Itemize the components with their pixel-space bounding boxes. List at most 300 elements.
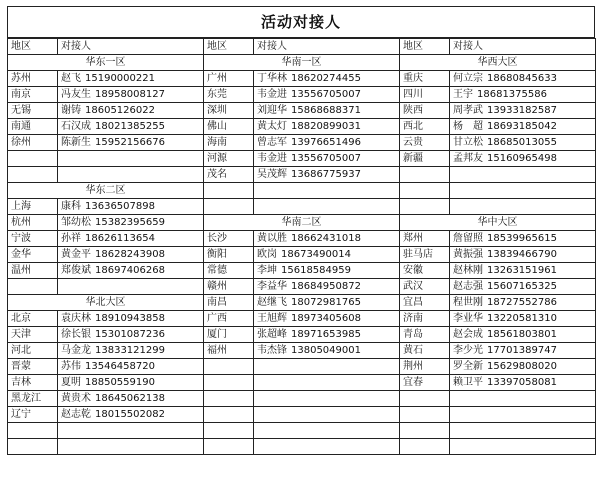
contact-phone: 18605126022	[85, 105, 155, 116]
contact-name: 李少光	[453, 345, 483, 356]
region-title: 华北大区	[8, 295, 204, 311]
area-cell: 安徽	[400, 263, 450, 279]
table-row	[8, 103, 204, 119]
contact-cell	[58, 359, 204, 375]
contact-phone: 18693185042	[487, 121, 557, 132]
contact-cell	[58, 71, 204, 87]
contact-phone: 18673490014	[281, 249, 351, 260]
table-row	[400, 103, 596, 119]
contact-phone: 18958008127	[95, 89, 165, 100]
area-cell: 苏州	[8, 71, 58, 87]
contact-cell	[58, 87, 204, 103]
table-row	[8, 391, 204, 407]
area-cell: 衡阳	[204, 247, 254, 263]
region-title: 华东一区	[8, 55, 204, 71]
area-cell: 无锡	[8, 103, 58, 119]
area-cell: 四川	[400, 87, 450, 103]
contact-table-left	[7, 38, 204, 455]
region-row	[204, 215, 400, 231]
contact-phone: 18850559190	[85, 377, 155, 388]
empty-row	[400, 407, 596, 423]
table-row	[400, 135, 596, 151]
contact-name: 李益华	[257, 281, 287, 292]
region-row	[400, 55, 596, 71]
empty-cell	[58, 151, 204, 167]
header-area: 地区	[8, 39, 58, 55]
contact-table-middle	[203, 38, 400, 455]
contact-name: 黄太灯	[257, 121, 287, 132]
area-cell: 天津	[8, 327, 58, 343]
empty-row	[400, 167, 596, 183]
contact-phone: 13546458720	[85, 361, 155, 372]
contact-cell	[450, 279, 596, 295]
region-title: 华西大区	[400, 55, 596, 71]
area-cell: 金华	[8, 247, 58, 263]
empty-cell	[8, 439, 58, 455]
contact-name: 石汉成	[61, 121, 91, 132]
area-cell: 深圳	[204, 103, 254, 119]
region-title: 华南二区	[204, 215, 400, 231]
contact-phone: 13833121299	[95, 345, 165, 356]
contact-cell	[58, 199, 204, 215]
table-row	[400, 327, 596, 343]
empty-cell	[204, 375, 254, 391]
table-row	[8, 343, 204, 359]
table-row	[400, 263, 596, 279]
area-cell: 宜昌	[400, 295, 450, 311]
area-cell: 南京	[8, 87, 58, 103]
contact-phone: 15301087236	[95, 329, 165, 340]
empty-cell	[450, 439, 596, 455]
empty-cell	[254, 391, 400, 407]
region-row	[8, 183, 204, 199]
contact-name: 孟邦友	[453, 153, 483, 164]
contact-name: 赵志强	[453, 281, 483, 292]
contact-phone: 13263151961	[487, 265, 557, 276]
table-row	[400, 151, 596, 167]
contact-name: 赵志乾	[61, 409, 91, 420]
empty-row	[204, 391, 400, 407]
contact-name: 黄贵术	[61, 393, 91, 404]
contact-cell	[450, 375, 596, 391]
contact-name: 郑俊斌	[61, 265, 91, 276]
empty-cell	[450, 199, 596, 215]
table-row	[400, 71, 596, 87]
area-cell: 徐州	[8, 135, 58, 151]
contact-phone: 15190000221	[85, 73, 155, 84]
contact-name: 马金龙	[61, 345, 91, 356]
table-row	[204, 87, 400, 103]
area-cell: 佛山	[204, 119, 254, 135]
table-row	[204, 343, 400, 359]
region-title: 华南一区	[204, 55, 400, 71]
contact-cell	[254, 327, 400, 343]
table-row	[400, 247, 596, 263]
contact-cell	[254, 263, 400, 279]
contact-name: 罗全新	[453, 361, 483, 372]
area-cell: 福州	[204, 343, 254, 359]
table-row	[8, 215, 204, 231]
table-row	[8, 71, 204, 87]
empty-cell	[58, 279, 204, 295]
empty-cell	[400, 423, 450, 439]
empty-cell	[254, 359, 400, 375]
empty-cell	[400, 439, 450, 455]
area-cell: 济南	[400, 311, 450, 327]
contact-phone: 13636507898	[85, 201, 155, 212]
empty-cell	[204, 391, 254, 407]
region-row	[8, 55, 204, 71]
area-cell: 云贵	[400, 135, 450, 151]
contact-cell	[58, 391, 204, 407]
area-cell: 黄石	[400, 343, 450, 359]
contact-name: 黄振强	[453, 249, 483, 260]
area-cell: 荆州	[400, 359, 450, 375]
empty-cell	[204, 359, 254, 375]
area-cell: 吉林	[8, 375, 58, 391]
table-row	[8, 247, 204, 263]
area-cell: 南通	[8, 119, 58, 135]
contact-name: 夏明	[61, 377, 81, 388]
table-row	[8, 311, 204, 327]
empty-row	[8, 423, 204, 439]
table-row	[204, 71, 400, 87]
table-row	[8, 375, 204, 391]
table-header-row	[204, 39, 400, 55]
contact-name: 韦金进	[257, 153, 287, 164]
contact-cell	[450, 87, 596, 103]
empty-cell	[254, 439, 400, 455]
contact-cell	[254, 279, 400, 295]
table-row	[204, 119, 400, 135]
contact-phone: 15952156676	[95, 137, 165, 148]
table-row	[204, 263, 400, 279]
contact-phone: 18685013055	[487, 137, 557, 148]
contact-cell	[450, 151, 596, 167]
empty-row	[400, 423, 596, 439]
contact-cell	[254, 167, 400, 183]
empty-cell	[254, 375, 400, 391]
contact-name: 杨 超	[453, 121, 483, 132]
empty-cell	[58, 423, 204, 439]
contact-cell	[254, 151, 400, 167]
contact-phone: 18910943858	[95, 313, 165, 324]
contact-phone: 18680845633	[487, 73, 557, 84]
empty-cell	[450, 167, 596, 183]
table-row	[400, 375, 596, 391]
empty-row	[8, 439, 204, 455]
table-row	[204, 311, 400, 327]
contact-cell	[254, 295, 400, 311]
area-cell: 青岛	[400, 327, 450, 343]
empty-cell	[450, 391, 596, 407]
area-cell: 宁波	[8, 231, 58, 247]
area-cell: 河北	[8, 343, 58, 359]
area-cell: 驻马店	[400, 247, 450, 263]
area-cell: 广西	[204, 311, 254, 327]
header-area: 地区	[400, 39, 450, 55]
empty-cell	[400, 167, 450, 183]
contact-name: 韦杰锋	[257, 345, 287, 356]
empty-row	[8, 151, 204, 167]
empty-cell	[8, 423, 58, 439]
contact-phone: 18021385255	[95, 121, 165, 132]
contact-phone: 18681375586	[477, 89, 547, 100]
empty-row	[400, 199, 596, 215]
empty-cell	[450, 423, 596, 439]
contact-cell	[254, 87, 400, 103]
header-contact: 对接人	[254, 39, 400, 55]
contact-name: 吴茂辉	[257, 169, 287, 180]
contact-phone: 18684950872	[291, 281, 361, 292]
table-row	[8, 87, 204, 103]
empty-cell	[400, 183, 450, 199]
contact-name: 张超峰	[257, 329, 287, 340]
table-row	[400, 279, 596, 295]
empty-row	[8, 167, 204, 183]
empty-cell	[254, 183, 400, 199]
contact-phone: 13805049001	[291, 345, 361, 356]
contact-cell	[58, 327, 204, 343]
table-row	[204, 279, 400, 295]
contact-name: 赖卫平	[453, 377, 483, 388]
area-cell: 赣州	[204, 279, 254, 295]
empty-cell	[204, 423, 254, 439]
contact-phone: 13220581310	[487, 313, 557, 324]
table-row	[204, 167, 400, 183]
contact-cell	[450, 135, 596, 151]
table-row	[8, 231, 204, 247]
contact-name: 李业华	[453, 313, 483, 324]
area-cell: 海南	[204, 135, 254, 151]
empty-cell	[204, 183, 254, 199]
area-cell: 长沙	[204, 231, 254, 247]
contact-name: 李坤	[257, 265, 277, 276]
empty-row	[204, 423, 400, 439]
table-row	[400, 87, 596, 103]
contact-cell	[450, 343, 596, 359]
area-cell: 陕西	[400, 103, 450, 119]
contact-cell	[450, 327, 596, 343]
contact-cell	[450, 119, 596, 135]
table-row	[8, 407, 204, 423]
area-cell: 厦门	[204, 327, 254, 343]
contact-name: 丁华林	[257, 73, 287, 84]
empty-row	[400, 439, 596, 455]
table-row	[8, 327, 204, 343]
empty-cell	[204, 439, 254, 455]
contact-cell	[58, 311, 204, 327]
contact-cell	[58, 119, 204, 135]
contact-cell	[58, 343, 204, 359]
contact-name: 赵继飞	[257, 297, 287, 308]
table-row	[204, 231, 400, 247]
contact-name: 詹留照	[453, 233, 483, 244]
contact-name: 欧岗	[257, 249, 277, 260]
table-row	[400, 231, 596, 247]
table-row	[400, 295, 596, 311]
contact-phone: 18561803801	[487, 329, 557, 340]
empty-cell	[8, 151, 58, 167]
contact-table-right	[399, 38, 596, 455]
contact-phone: 15607165325	[487, 281, 557, 292]
contact-name: 何立宗	[453, 73, 483, 84]
area-cell: 上海	[8, 199, 58, 215]
contact-phone: 13556705007	[291, 153, 361, 164]
header-area: 地区	[204, 39, 254, 55]
area-cell: 武汉	[400, 279, 450, 295]
empty-cell	[254, 199, 400, 215]
empty-cell	[58, 167, 204, 183]
empty-row	[204, 183, 400, 199]
contact-phone: 13397058081	[487, 377, 557, 388]
contact-name: 袁庆林	[61, 313, 91, 324]
table-row	[8, 135, 204, 151]
contact-phone: 17701389747	[487, 345, 557, 356]
table-row	[400, 359, 596, 375]
page-title: 活动对接人	[7, 6, 595, 38]
region-row	[8, 295, 204, 311]
region-row	[400, 215, 596, 231]
contact-phone: 13933182587	[487, 105, 557, 116]
contact-cell	[58, 247, 204, 263]
contact-name: 黄金平	[61, 249, 91, 260]
empty-cell	[254, 423, 400, 439]
empty-cell	[8, 167, 58, 183]
area-cell: 郑州	[400, 231, 450, 247]
contact-name: 徐长银	[61, 329, 91, 340]
contact-cell	[450, 247, 596, 263]
contact-name: 赵林刚	[453, 265, 483, 276]
contact-phone: 13976651496	[291, 137, 361, 148]
table-row	[400, 119, 596, 135]
contact-sheet	[7, 6, 595, 480]
contact-name: 赵会成	[453, 329, 483, 340]
contact-phone: 18662431018	[291, 233, 361, 244]
area-cell: 南昌	[204, 295, 254, 311]
table-row	[204, 295, 400, 311]
area-cell: 东莞	[204, 87, 254, 103]
contact-name: 曾志军	[257, 137, 287, 148]
contact-name: 赵飞	[61, 73, 81, 84]
contact-name: 王宇	[453, 89, 473, 100]
contact-cell	[254, 311, 400, 327]
contact-name: 谢铸	[61, 105, 81, 116]
area-cell: 辽宁	[8, 407, 58, 423]
empty-cell	[450, 183, 596, 199]
empty-cell	[450, 407, 596, 423]
contact-phone: 18697406268	[95, 265, 165, 276]
area-cell: 茂名	[204, 167, 254, 183]
contact-cell	[450, 263, 596, 279]
contact-phone: 18628243908	[95, 249, 165, 260]
contact-name: 孙祥	[61, 233, 81, 244]
table-row	[204, 103, 400, 119]
contact-cell	[254, 343, 400, 359]
empty-row	[204, 439, 400, 455]
area-cell: 杭州	[8, 215, 58, 231]
contact-phone: 18539965615	[487, 233, 557, 244]
area-cell: 新疆	[400, 151, 450, 167]
contact-name: 邹幼松	[61, 217, 91, 228]
contact-cell	[254, 71, 400, 87]
table-row	[204, 151, 400, 167]
empty-cell	[204, 199, 254, 215]
empty-cell	[400, 391, 450, 407]
contact-cell	[254, 135, 400, 151]
empty-row	[8, 279, 204, 295]
empty-row	[204, 375, 400, 391]
contact-cell	[58, 215, 204, 231]
contact-cell	[450, 359, 596, 375]
contact-cell	[58, 375, 204, 391]
table-row	[8, 263, 204, 279]
contact-phone: 15160965498	[487, 153, 557, 164]
table-row	[8, 359, 204, 375]
contact-name: 甘立松	[453, 137, 483, 148]
contact-cell	[450, 295, 596, 311]
contact-cell	[58, 263, 204, 279]
contact-cell	[254, 247, 400, 263]
area-cell: 黑龙江	[8, 391, 58, 407]
region-row	[204, 55, 400, 71]
empty-cell	[254, 407, 400, 423]
empty-cell	[204, 407, 254, 423]
contact-phone: 18820899031	[291, 121, 361, 132]
area-cell: 广州	[204, 71, 254, 87]
contact-phone: 18973405608	[291, 313, 361, 324]
contact-cell	[450, 311, 596, 327]
contact-name: 苏伟	[61, 361, 81, 372]
contact-cell	[58, 103, 204, 119]
contact-phone: 18971653985	[291, 329, 361, 340]
area-cell: 西北	[400, 119, 450, 135]
contact-phone: 13839466790	[487, 249, 557, 260]
contact-cell	[254, 103, 400, 119]
empty-row	[204, 359, 400, 375]
contact-phone: 15629808020	[487, 361, 557, 372]
contact-name: 康科	[61, 201, 81, 212]
table-row	[204, 327, 400, 343]
header-contact: 对接人	[58, 39, 204, 55]
contact-cell	[450, 231, 596, 247]
table-header-row	[8, 39, 204, 55]
table-row	[400, 343, 596, 359]
area-cell: 晋蒙	[8, 359, 58, 375]
contact-phone: 13686775937	[291, 169, 361, 180]
area-cell: 河源	[204, 151, 254, 167]
contact-phone: 18072981765	[291, 297, 361, 308]
contact-name: 王旭辉	[257, 313, 287, 324]
table-row	[204, 135, 400, 151]
contact-name: 陈新生	[61, 137, 91, 148]
contact-cell	[58, 407, 204, 423]
contact-name: 黄以胜	[257, 233, 287, 244]
empty-cell	[400, 407, 450, 423]
table-header-row	[400, 39, 596, 55]
table-row	[8, 199, 204, 215]
contact-cell	[450, 103, 596, 119]
empty-row	[204, 199, 400, 215]
area-cell: 重庆	[400, 71, 450, 87]
contact-phone: 18015502082	[95, 409, 165, 420]
contact-name: 周孝武	[453, 105, 483, 116]
contact-phone: 13556705007	[291, 89, 361, 100]
empty-row	[400, 183, 596, 199]
empty-cell	[400, 199, 450, 215]
contact-phone: 15618584959	[281, 265, 351, 276]
empty-cell	[58, 439, 204, 455]
